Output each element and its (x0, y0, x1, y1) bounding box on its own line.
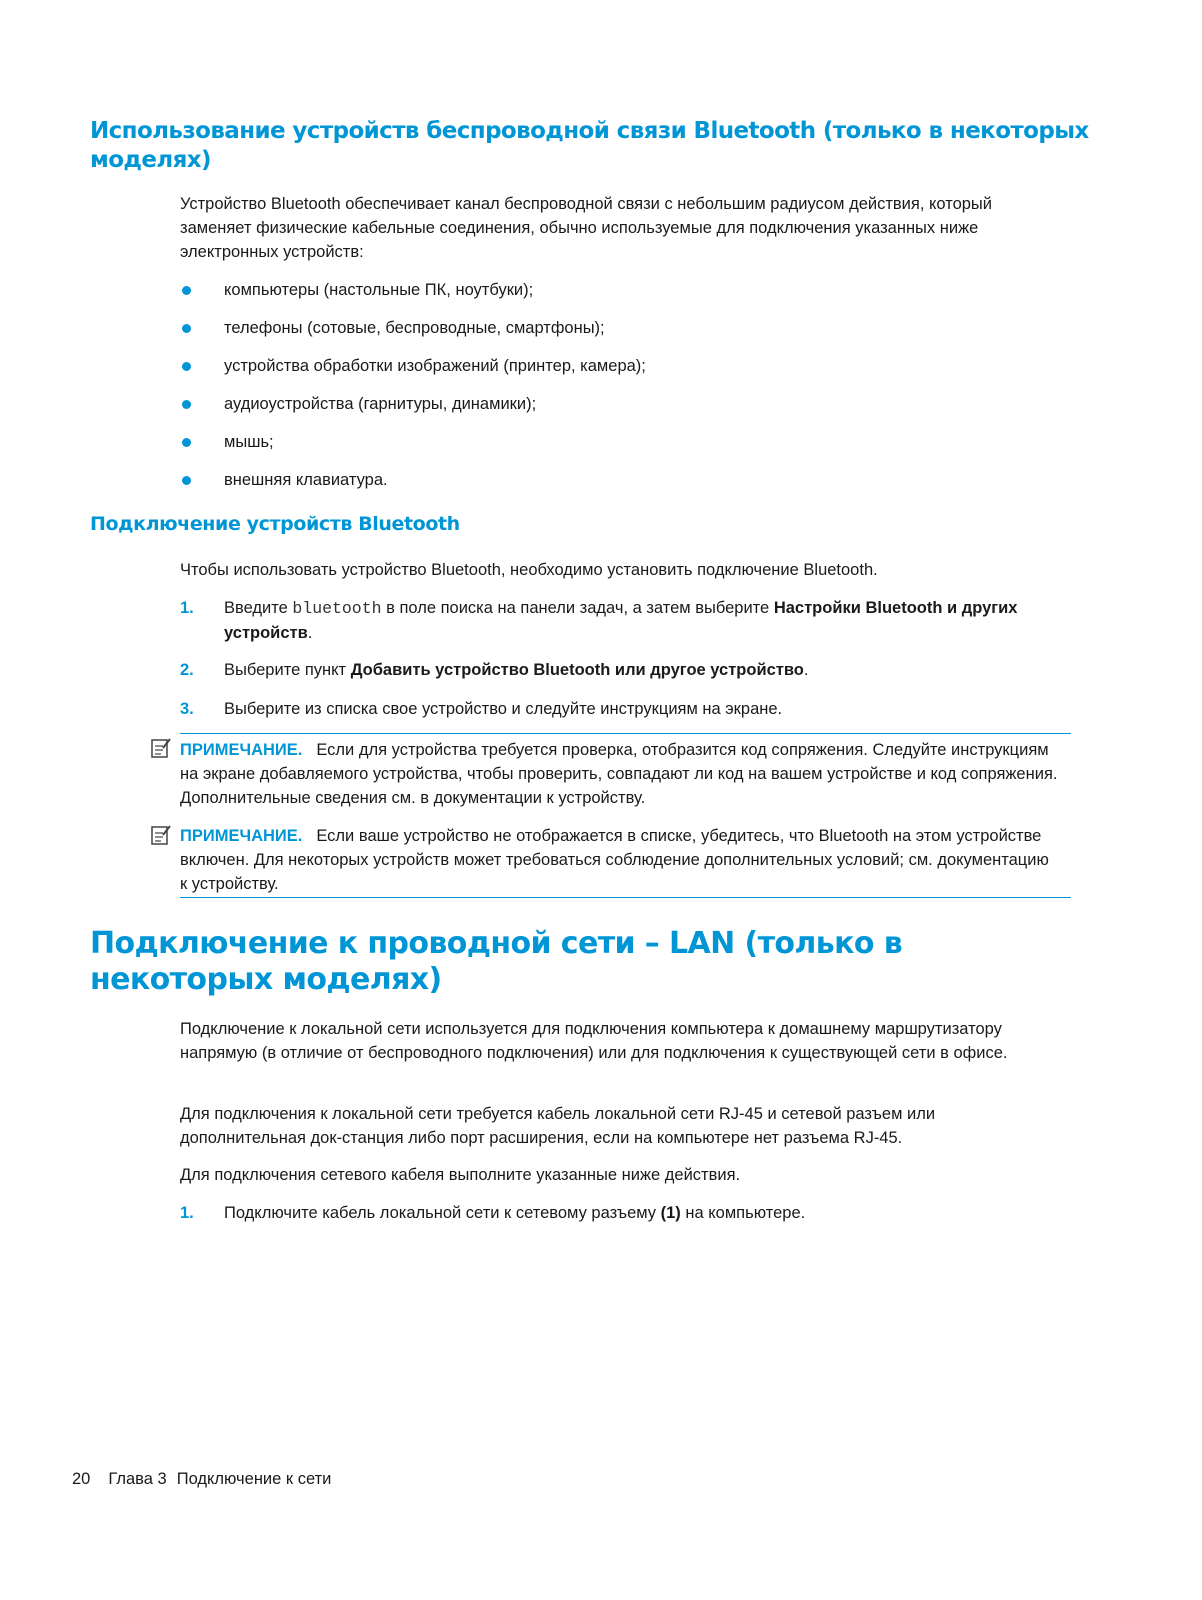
lan-paragraph-2: Для подключения к локальной сети требуется кабель локальной сети RJ-45 и сетевой разъем или дополнительная док-станция либо порт расширения, если на компьютере нет разъема RJ-45. (180, 1105, 936, 1147)
section-title-connect-bluetooth: Подключение устройств Bluetooth (90, 513, 460, 535)
note-block: ПРИМЕЧАНИЕ. Если ваше устройство не отображается в списке, убедитесь, что Bluetooth на этом устройстве включен. Для некоторых устройств может требоваться соблюдение дополнительных условий; см. документацию к устройству. (180, 827, 1049, 893)
settings-menu-name: Настройки Bluetooth и других устройств (224, 599, 1018, 642)
section-title-lan: Подключение к проводной сети – LAN (только в некоторых моделях) (90, 926, 903, 997)
note-icon (150, 737, 172, 759)
lan-paragraph-3: Для подключения сетевого кабеля выполните указанные ниже действия. (180, 1166, 741, 1184)
page-footer (72, 1470, 349, 1489)
add-device-option: Добавить устройство Bluetooth или другое устройство (350, 661, 804, 679)
bullet-icon (182, 324, 191, 333)
bullet-icon (182, 400, 191, 409)
section-title-bluetooth: Использование устройств беспроводной связи Bluetooth (только в некоторых моделях) (90, 118, 1089, 173)
step-item: 3. Выберите из списка свое устройство и следуйте инструкциям на экране. (180, 700, 783, 718)
search-term-code: bluetooth (292, 599, 382, 618)
chapter-title: Подключение к сети (176, 1470, 332, 1488)
divider (180, 897, 1071, 898)
step-item: 2. Выберите пункт Добавить устройство Bluetooth или другое устройство. (180, 661, 809, 679)
bullet-icon (182, 476, 191, 485)
step-item: 1. Подключите кабель локальной сети к сетевому разъему (1) на компьютере. (180, 1204, 806, 1222)
note-label: ПРИМЕЧАНИЕ. (180, 741, 303, 759)
chapter-label: Глава 3 (108, 1470, 167, 1488)
connect-intro-paragraph: Чтобы использовать устройство Bluetooth, необходимо установить подключение Bluetooth. (180, 561, 878, 579)
step-item: 1. Введите bluetooth в поле поиска на панели задач, а затем выберите Настройки Bluetooth и других устройств. (180, 599, 1018, 642)
bullet-icon (182, 438, 191, 447)
note-icon (150, 824, 172, 846)
bullet-icon (182, 286, 191, 295)
note-block: ПРИМЕЧАНИЕ. Если для устройства требуется проверка, отобразится код сопряжения. Следуйте инструкциям на экране добавляемого устройства, чтобы проверить, совпадают ли код на вашем устройстве и код сопряжения. Дополнительные сведения см. в документации к устройству. (180, 741, 1058, 807)
bluetooth-intro-paragraph: Устройство Bluetooth обеспечивает канал беспроводной связи с небольшим радиусом действия, который заменяет физические кабельные соединения, обычно используемые для подключения указанных ниже электронных устройств: (180, 195, 993, 261)
divider (180, 733, 1071, 734)
page-number: 20 (72, 1470, 91, 1488)
callout-number: (1) (660, 1204, 681, 1222)
bullet-icon (182, 362, 191, 371)
lan-paragraph-1: Подключение к локальной сети используется для подключения компьютера к домашнему маршрутизатору напрямую (в отличие от беспроводного подключения) или для подключения к существующей сети в офисе. (180, 1020, 1008, 1062)
note-label: ПРИМЕЧАНИЕ. (180, 827, 303, 845)
